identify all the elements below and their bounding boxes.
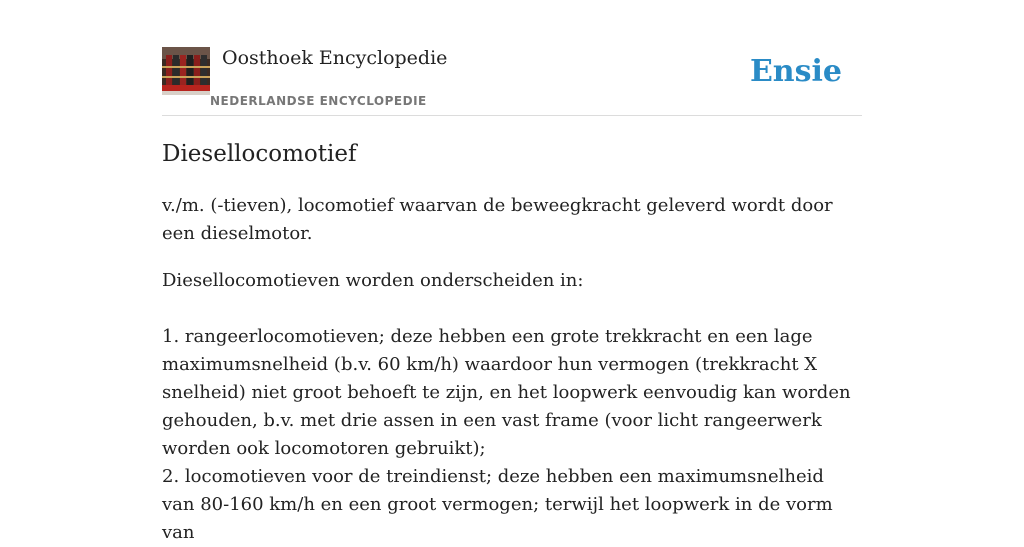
- site-name[interactable]: Oosthoek Encyclopedie: [222, 47, 448, 69]
- site-header: [162, 46, 862, 116]
- article-definition: v./m. (-tieven), locomotief waarvan de beweegkracht geleverd wordt door een dieselmotor.: [162, 195, 833, 244]
- list-item: 2. locomotieven voor de treindienst; deze hebben een maximumsnelheid van 80-160 km/h en een groot vermogen; terwijl het loopwerk in de vorm van: [162, 466, 833, 543]
- list-item: 1. rangeerlocomotieven; deze hebben een grote trekkracht en een lage maximumsnelheid (b.v. 60 km/h) waardoor hun vermogen (trekkracht X snelheid) niet groot behoeft te zijn, en het loopwerk eenvoudig kan worden gehouden, b.v. met drie assen in een vast frame (voor licht rangeerwerk worden ook locomotoren gebruikt);: [162, 326, 851, 459]
- article-title: Diesellocomotief: [162, 141, 357, 167]
- ensie-logo[interactable]: Ensie: [749, 54, 842, 89]
- article-intro: Diesellocomotieven worden onderscheiden in:: [162, 270, 584, 291]
- site-subtitle: NEDERLANDSE ENCYCLOPEDIE: [210, 94, 427, 108]
- spacer: [162, 295, 862, 323]
- article: [162, 138, 862, 547]
- books-icon[interactable]: [162, 47, 210, 95]
